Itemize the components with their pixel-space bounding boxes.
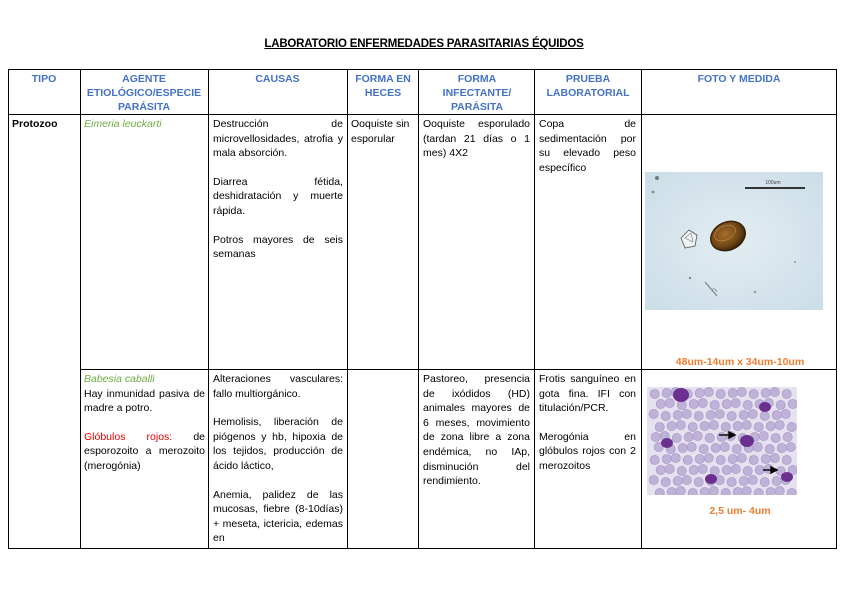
forma-heces-eimeria: Ooquiste sin esporular	[351, 118, 410, 145]
prueba-text: Merogónia en glóbulos rojos con 2 merozoitos	[539, 430, 636, 472]
causa-text: Hemolisis, liberación de piógenos y hb, hipoxia de los tejidos, producción de ácido láctico,	[213, 416, 343, 472]
forma-infectante-babesia: Pastoreo, presencia de ixódidos (HD) animales mayores de 6 meses, movimiento de zona libre a zona endémica, no IAp, disminución del rendimiento.	[423, 373, 530, 488]
document-title: LABORATORIO ENFERMEDADES PARASITARIAS ÉQUIDOS	[264, 38, 584, 50]
causa-text: Potros mayores de seis semanas	[213, 233, 343, 261]
header-forma-infectante: FORMA INFECTANTE/ PARÁSITA	[442, 73, 512, 113]
parasite-table	[8, 69, 837, 549]
prueba-eimeria: Copa de sedimentación por su elevado peso específico	[539, 118, 636, 174]
species-eimeria: Eimeria leuckarti	[84, 118, 162, 130]
prueba-babesia	[539, 372, 636, 474]
causas-eimeria	[213, 117, 343, 262]
species-babesia: Babesia caballi	[84, 373, 155, 385]
header-causas: CAUSAS	[255, 73, 300, 85]
globulos-text: de esporozoito a merozoito (merogónia)	[84, 430, 205, 472]
causas-babesia	[213, 372, 343, 546]
header-tipo: TIPO	[31, 73, 57, 85]
agente-babesia	[84, 372, 205, 474]
causa-text: Anemia, palidez de las mucosas, fiebre (8-10días) + meseta, ictericia, edemas en	[213, 488, 343, 545]
medida-babesia: 2,5 um- 4um	[709, 505, 771, 517]
eimeria-micrograph	[645, 172, 823, 310]
header-agente: AGENTE ETIOLÓGICO/ESPECIE PARÁSITA	[86, 73, 202, 113]
causa-text: Alteraciones vasculares: fallo multiorgánico.	[213, 373, 343, 400]
causa-text: Diarrea fétida, deshidratación y muerte rápida.	[213, 175, 343, 217]
tipo-cell: Protozoo	[12, 118, 58, 130]
prueba-text: Frotis sanguíneo en gota fina. IFI con titulación/PCR.	[539, 373, 636, 415]
header-prueba: PRUEBA LABORATORIAL	[546, 73, 630, 99]
agente-text: Hay inmunidad pasiva de madre a potro.	[84, 387, 205, 415]
medida-eimeria: 48um-14um x 34um-10um	[675, 356, 805, 368]
header-foto: FOTO Y MEDIDA	[697, 73, 781, 85]
header-forma-heces: FORMA EN HECES	[355, 73, 411, 99]
globulos-label: Glóbulos rojos:	[84, 430, 173, 443]
causa-text: Destrucción de microvellosidades, atrofia y mala absorción.	[213, 118, 343, 160]
forma-infectante-eimeria: Ooquiste esporulado (tardan 21 días o 1 mes) 4X2	[423, 118, 530, 160]
babesia-blood-smear	[647, 387, 797, 495]
scale-label: 100um	[765, 180, 781, 186]
